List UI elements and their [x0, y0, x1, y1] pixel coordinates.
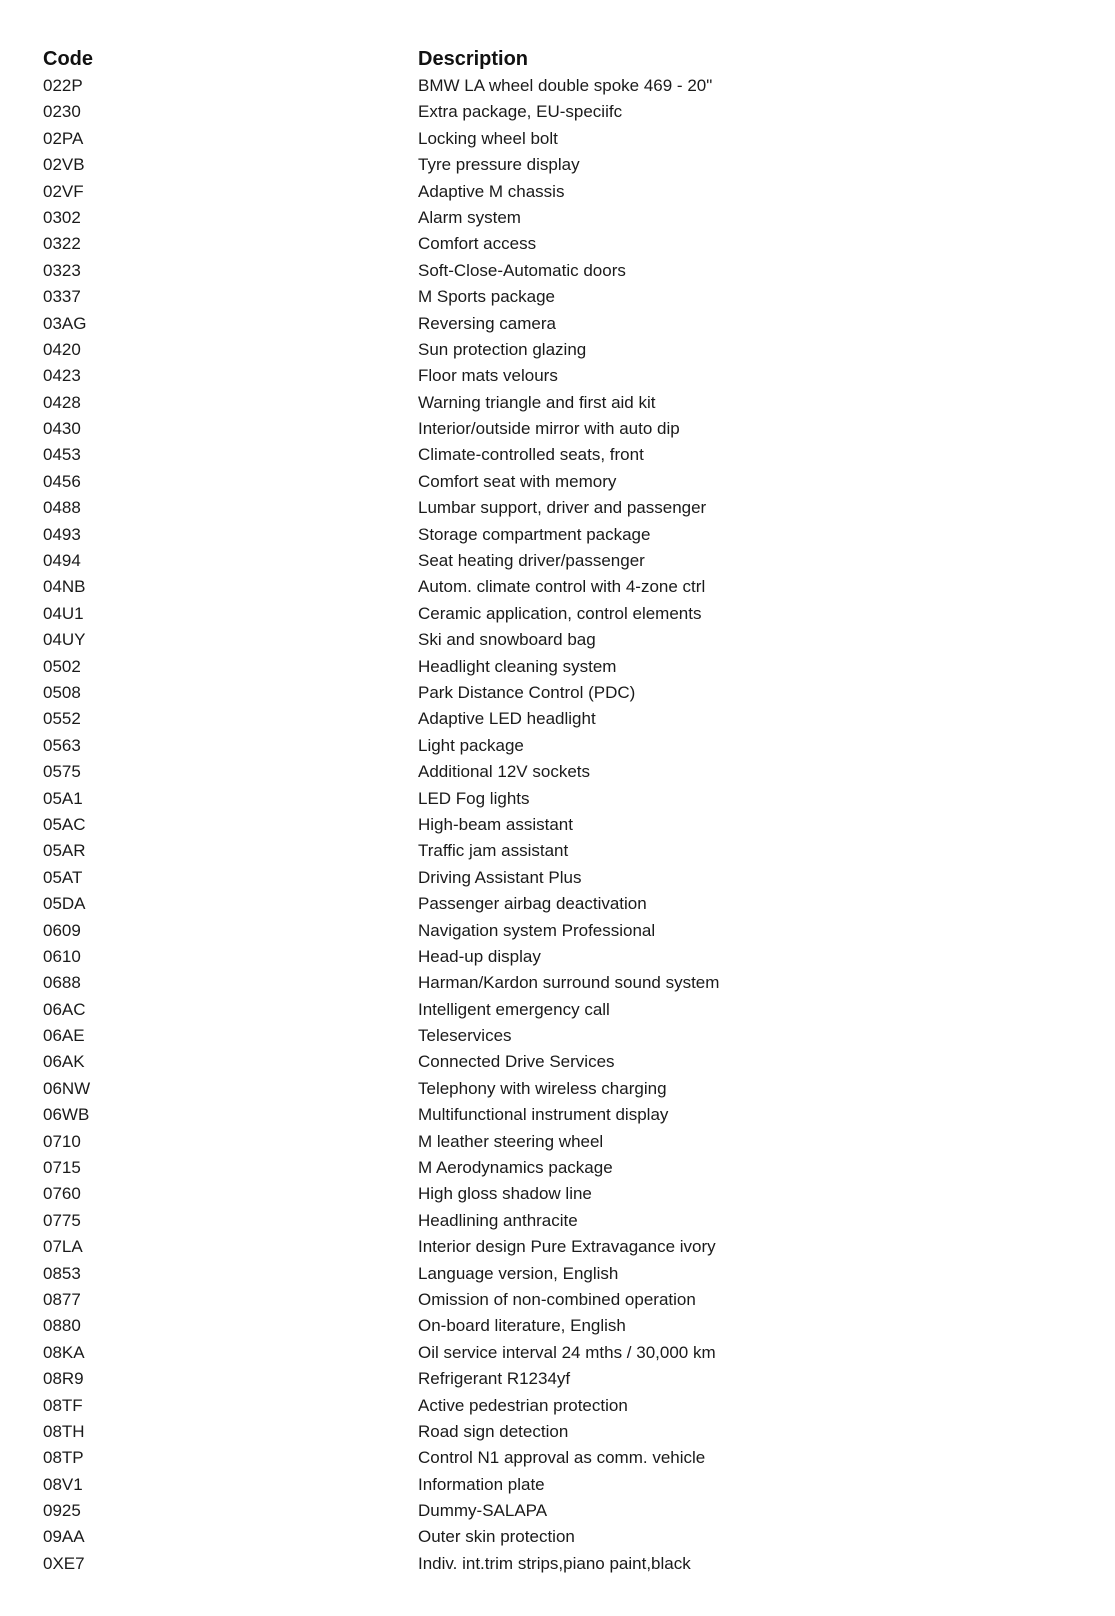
option-code: 06NW — [43, 1078, 91, 1098]
option-code: 0925 — [43, 1501, 81, 1521]
option-description: High gloss shadow line — [418, 1184, 592, 1204]
option-description: LED Fog lights — [418, 788, 530, 808]
table-row — [0, 284, 1115, 310]
table-row — [0, 1102, 1115, 1128]
option-code: 02VB — [43, 155, 85, 175]
option-code: 0760 — [43, 1184, 81, 1204]
option-code: 08KA — [43, 1342, 85, 1362]
option-code: 05DA — [43, 894, 86, 914]
option-code: 0688 — [43, 973, 81, 993]
table-row — [0, 258, 1115, 284]
option-code: 06AK — [43, 1052, 85, 1072]
option-code: 0853 — [43, 1263, 81, 1283]
table-row — [0, 179, 1115, 205]
option-code: 0877 — [43, 1289, 81, 1309]
table-row — [0, 786, 1115, 812]
table-row — [0, 548, 1115, 574]
option-description: Headlight cleaning system — [418, 656, 617, 676]
option-code: 05AR — [43, 841, 86, 861]
option-code: 0880 — [43, 1316, 81, 1336]
option-code: 0508 — [43, 682, 81, 702]
option-code: 0423 — [43, 366, 81, 386]
option-description: Extra package, EU-speciifc — [418, 102, 623, 122]
table-row — [0, 442, 1115, 468]
option-description: Interior design Pure Extravagance ivory — [418, 1237, 716, 1257]
table-row — [0, 997, 1115, 1023]
option-description: Passenger airbag deactivation — [418, 894, 647, 914]
column-header-code: Code — [43, 48, 93, 70]
option-description: Climate-controlled seats, front — [418, 445, 644, 465]
option-description: Storage compartment package — [418, 524, 651, 544]
table-row — [0, 1181, 1115, 1207]
option-description: Lumbar support, driver and passenger — [418, 498, 707, 518]
option-description: Park Distance Control (PDC) — [418, 682, 636, 702]
table-row — [0, 812, 1115, 838]
option-description: Interior/outside mirror with auto dip — [418, 419, 680, 439]
table-row — [0, 311, 1115, 337]
option-description: Intelligent emergency call — [418, 999, 610, 1019]
option-code: 08TF — [43, 1395, 83, 1415]
option-description: Comfort seat with memory — [418, 471, 617, 491]
table-row — [0, 416, 1115, 442]
option-description: Adaptive LED headlight — [418, 709, 596, 729]
option-code: 0XE7 — [43, 1553, 85, 1573]
option-code: 0575 — [43, 762, 81, 782]
option-description: Indiv. int.trim strips,piano paint,black — [418, 1553, 691, 1573]
option-description: Teleservices — [418, 1026, 512, 1046]
option-code: 04NB — [43, 577, 86, 597]
table-row — [0, 205, 1115, 231]
option-code: 0230 — [43, 102, 81, 122]
table-row — [0, 1287, 1115, 1313]
option-code: 09AA — [43, 1527, 85, 1547]
table-row — [0, 891, 1115, 917]
option-description: Light package — [418, 735, 524, 755]
table-row — [0, 1393, 1115, 1419]
table-row — [0, 654, 1115, 680]
equipment-code-table — [0, 73, 1115, 1577]
option-code: 0494 — [43, 551, 81, 571]
table-row — [0, 970, 1115, 996]
option-description: Sun protection glazing — [418, 339, 587, 359]
table-row — [0, 1155, 1115, 1181]
option-description: Floor mats velours — [418, 366, 558, 386]
option-code: 022P — [43, 76, 83, 95]
option-description: Seat heating driver/passenger — [418, 551, 645, 571]
table-row — [0, 1049, 1115, 1075]
option-description: M Aerodynamics package — [418, 1158, 613, 1178]
option-description: Autom. climate control with 4-zone ctrl — [418, 577, 706, 597]
option-code: 0493 — [43, 524, 81, 544]
option-code: 03AG — [43, 313, 87, 333]
option-description: Driving Assistant Plus — [418, 867, 582, 887]
table-row — [0, 1445, 1115, 1471]
option-code: 07LA — [43, 1237, 83, 1257]
table-row — [0, 73, 1115, 99]
option-code: 06AE — [43, 1026, 85, 1046]
option-description: Ski and snowboard bag — [418, 630, 596, 650]
table-row — [0, 1366, 1115, 1392]
option-code: 0322 — [43, 234, 81, 254]
option-code: 0552 — [43, 709, 81, 729]
option-description: Connected Drive Services — [418, 1052, 615, 1072]
option-code: 0323 — [43, 260, 81, 280]
table-row — [0, 1498, 1115, 1524]
table-row — [0, 1129, 1115, 1155]
table-row — [0, 390, 1115, 416]
option-description: Active pedestrian protection — [418, 1395, 628, 1415]
table-row — [0, 1261, 1115, 1287]
option-code: 0428 — [43, 392, 81, 412]
option-code: 02VF — [43, 181, 84, 201]
table-row — [0, 706, 1115, 732]
table-row — [0, 1524, 1115, 1550]
table-row — [0, 1023, 1115, 1049]
table-row — [0, 337, 1115, 363]
table-row — [0, 627, 1115, 653]
table-row — [0, 1472, 1115, 1498]
option-description: Comfort access — [418, 234, 537, 254]
table-row — [0, 1313, 1115, 1339]
option-description: Multifunctional instrument display — [418, 1105, 669, 1125]
option-description: High-beam assistant — [418, 814, 573, 834]
option-description: Oil service interval 24 mths / 30,000 km — [418, 1342, 716, 1362]
option-code: 0710 — [43, 1131, 81, 1151]
option-description: M leather steering wheel — [418, 1131, 604, 1151]
table-row — [0, 469, 1115, 495]
option-description: Locking wheel bolt — [418, 128, 558, 148]
option-code: 0420 — [43, 339, 81, 359]
table-row — [0, 495, 1115, 521]
option-code: 0302 — [43, 207, 81, 227]
table-row — [0, 865, 1115, 891]
table-row — [0, 363, 1115, 389]
option-code: 08R9 — [43, 1369, 84, 1389]
table-row — [0, 152, 1115, 178]
table-row — [0, 601, 1115, 627]
option-code: 0775 — [43, 1210, 81, 1230]
table-row — [0, 733, 1115, 759]
option-code: 0610 — [43, 946, 81, 966]
table-row — [0, 838, 1115, 864]
option-code: 0609 — [43, 920, 81, 940]
option-code: 0430 — [43, 419, 81, 439]
table-row — [0, 1208, 1115, 1234]
option-code: 04U1 — [43, 603, 84, 623]
table-row — [0, 231, 1115, 257]
option-description: Refrigerant R1234yf — [418, 1369, 571, 1389]
option-description: Traffic jam assistant — [418, 841, 569, 861]
option-code: 08TP — [43, 1448, 84, 1468]
option-code: 0563 — [43, 735, 81, 755]
table-row — [0, 574, 1115, 600]
option-description: Soft-Close-Automatic doors — [418, 260, 626, 280]
option-description: On-board literature, English — [418, 1316, 626, 1336]
option-code: 06WB — [43, 1105, 90, 1125]
table-row — [0, 680, 1115, 706]
table-row — [0, 1234, 1115, 1260]
column-header-description: Description — [418, 48, 529, 70]
option-code: 08V1 — [43, 1474, 83, 1494]
option-description: Ceramic application, control elements — [418, 603, 702, 623]
option-description: Outer skin protection — [418, 1527, 575, 1547]
option-description: Harman/Kardon surround sound system — [418, 973, 720, 993]
table-row — [0, 1340, 1115, 1366]
option-description: Warning triangle and first aid kit — [418, 392, 656, 412]
option-description: Headlining anthracite — [418, 1210, 578, 1230]
option-description: Reversing camera — [418, 313, 556, 333]
option-code: 0456 — [43, 471, 81, 491]
option-description: Dummy-SALAPA — [418, 1501, 548, 1521]
table-row — [0, 918, 1115, 944]
option-description: Information plate — [418, 1474, 545, 1494]
table-row — [0, 522, 1115, 548]
option-code: 0337 — [43, 287, 81, 307]
option-description: Adaptive M chassis — [418, 181, 565, 201]
table-row — [0, 1419, 1115, 1445]
option-description: Road sign detection — [418, 1421, 569, 1441]
option-description: BMW LA wheel double spoke 469 - 20" — [418, 76, 713, 95]
option-code: 05AT — [43, 867, 83, 887]
option-code: 04UY — [43, 630, 86, 650]
option-code: 0453 — [43, 445, 81, 465]
option-description: Control N1 approval as comm. vehicle — [418, 1448, 706, 1468]
option-code: 06AC — [43, 999, 86, 1019]
option-code: 0502 — [43, 656, 81, 676]
option-description: Language version, English — [418, 1263, 619, 1283]
option-code: 05AC — [43, 814, 86, 834]
option-description: Navigation system Professional — [418, 920, 656, 940]
table-row — [0, 944, 1115, 970]
option-description: Additional 12V sockets — [418, 762, 590, 782]
option-code: 05A1 — [43, 788, 83, 808]
table-row — [0, 759, 1115, 785]
option-description: Alarm system — [418, 207, 521, 227]
table-row — [0, 1076, 1115, 1102]
table-row — [0, 126, 1115, 152]
table-row — [0, 1551, 1115, 1577]
table-row — [0, 99, 1115, 125]
option-code: 0715 — [43, 1158, 81, 1178]
option-description: Telephony with wireless charging — [418, 1078, 667, 1098]
option-description: Head-up display — [418, 946, 541, 966]
option-code: 02PA — [43, 128, 84, 148]
option-description: Omission of non-combined operation — [418, 1289, 696, 1309]
option-description: Tyre pressure display — [418, 155, 580, 175]
option-description: M Sports package — [418, 287, 556, 307]
option-code: 08TH — [43, 1421, 85, 1441]
option-code: 0488 — [43, 498, 81, 518]
